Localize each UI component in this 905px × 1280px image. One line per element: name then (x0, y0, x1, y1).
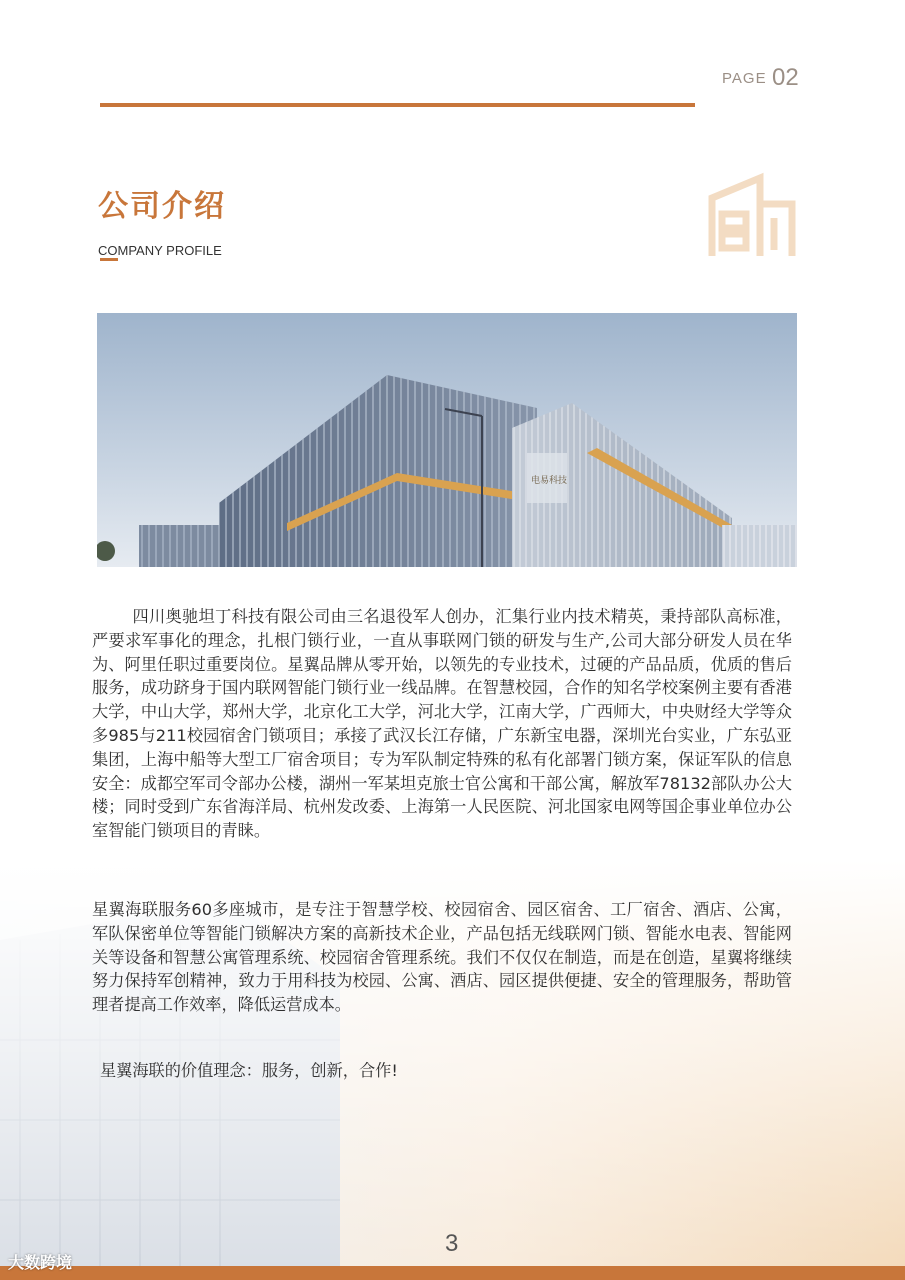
company-building-photo (97, 313, 797, 567)
subtitle-underline (100, 258, 118, 261)
watermark-logo: 大数跨境 (8, 1253, 73, 1272)
page-number: 02 (772, 64, 799, 91)
page-title: 公司介绍 (98, 189, 226, 224)
header-rule (100, 103, 695, 107)
value-statement: 星翼海联的价值理念：服务，创新，合作! (100, 1061, 398, 1080)
intro-paragraph-1: 四川奥驰坦丁科技有限公司由三名退役军人创办，汇集行业内技术精英，秉持部队高标准，严要求军事化的理念，扎根门锁行业，一直从事联网门锁的研发与生产,公司大部分研发人员在华为、阿里任职过重要岗位。星翼品牌从零开始，以领先的专业技术，过硬的产品品质，优质的售后服务，成功跻身于国内联网智能门锁行业一线品牌。在智慧校园，合作的知名学校案例主要有香港大学，中山大学，郑州大学，北京化工大学，河北大学，江南大学，广西师大，中央财经大学等众多985与211校园宿舍门锁项目；承接了武汉长江存储，广东新宝电器，深圳光台实业，广东弘亚集团，上海中船等大型工厂宿舍项目；专为军队制定特殊的私有化部署门锁方案，保证军队的信息安全：成都空军司令部办公楼，湖州一军某坦克旅士官公寓和干部公寓，解放军78132部队办公大楼；同时受到广东省海洋局、杭州发改委、上海第一人民医院、河北国家电网等国企事业单位办公室智能门锁项目的青睐。 (92, 607, 792, 841)
footer-page-number: 3 (445, 1230, 459, 1257)
page-label: PAGE (722, 70, 767, 87)
page-subtitle: COMPANY PROFILE (98, 243, 222, 258)
footer-bar (0, 1266, 905, 1280)
building-sign: 电易科技 (531, 476, 568, 486)
intro-paragraph-2: 星翼海联服务60多座城市，是专注于智慧学校、校园宿舍、园区宿舍、工厂宿舍、酒店、公寓，军队保密单位等智能门锁解决方案的高新技术企业，产品包括无线联网门锁、智能水电表、智能网关等设备和智慧公寓管理系统、校园宿舍管理系统。我们不仅仅在制造，而是在创造，星翼将继续努力保持军创精神，致力于用科技为校园、公寓、酒店、园区提供便捷、安全的管理服务，帮助管理者提高工作效率，降低运营成本。 (92, 900, 792, 1015)
building-icon (706, 170, 798, 260)
